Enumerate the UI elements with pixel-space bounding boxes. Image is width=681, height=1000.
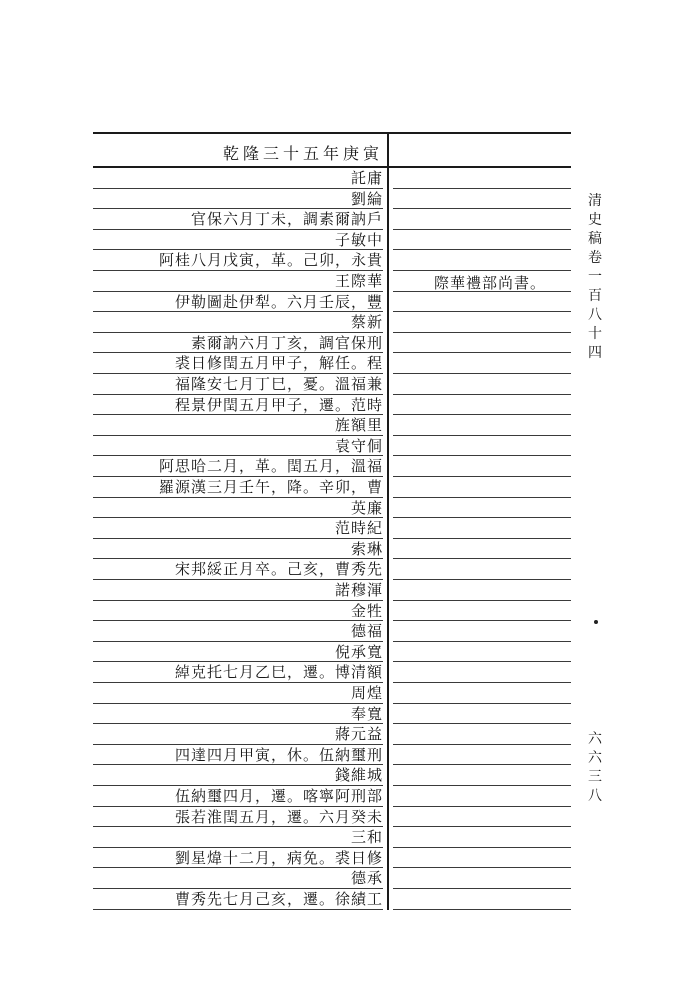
table-row: 綽克托七月乙巳，遷。博清額 [174,663,383,682]
table-row: 金牲 [350,601,383,620]
table-row: 奉寬 [350,704,383,723]
right-row-rule [393,847,571,848]
table-row: 張若淮閏五月，遷。六月癸未 [174,807,383,826]
table-row: 英廉 [350,498,383,517]
right-row-rule [393,435,571,436]
table-row: 曹秀先七月己亥，遷。徐績工 [174,890,383,908]
table-row: 伊勒圖赴伊犁。六月壬辰，豐 [174,292,383,311]
table-row: 三和 [350,828,383,847]
right-row-rule [393,497,571,498]
right-row-rule [393,703,571,704]
table-row: 阿思哈二月，革。閏五月，溫福 [158,457,383,476]
column-divider [387,132,389,910]
right-row-rule [393,661,571,662]
table-row: 伍納璽四月，遷。喀寧阿刑部 [174,787,383,805]
table-row: 袁守侗 [334,436,383,455]
right-row-rule [393,332,571,333]
table-top-rule [93,132,571,134]
table-row: 王際華 [334,272,383,290]
right-row-rule [393,785,571,786]
right-row-rule [393,414,571,415]
right-row-rule [393,620,571,621]
right-row-rule [393,888,571,889]
table-row: 裘日修閏五月甲子，解任。程 [174,354,383,373]
right-row-rule [393,909,571,910]
table-row: 蔣元益 [334,725,383,744]
table-row: 子敏中 [334,230,383,249]
right-row-rule [393,208,571,209]
right-row-rule [393,188,571,189]
page-number: 六六三八 [588,731,602,804]
table-row: 程景伊閏五月甲子，遷。范時 [174,395,383,414]
right-column-entry: 際華禮部尚書。 [433,274,546,292]
right-row-rule [393,270,571,271]
table-row: 阿桂八月戊寅，革。己卯，永貴 [158,251,383,270]
right-row-rule [393,579,571,580]
right-row-rule [393,352,571,353]
table-row: 索琳 [350,539,383,558]
table-row: 諾穆渾 [334,581,383,599]
table-row: 德福 [350,622,383,641]
right-row-rule [393,682,571,683]
right-row-rule [393,744,571,745]
table-row: 福隆安七月丁巳，憂。溫福兼 [174,375,383,393]
right-row-rule [393,600,571,601]
table-row: 德承 [350,869,383,888]
table-row: 素爾訥六月丁亥，調官保刑 [190,333,383,352]
right-row-rule [393,641,571,642]
margin-title: 清史稿卷一百八十四 [588,193,602,361]
table-row: 倪承寬 [334,642,383,661]
margin-dot [594,620,598,624]
right-row-rule [393,455,571,456]
right-row-rule [393,558,571,559]
table-row: 託庸 [350,169,383,187]
table-row: 蔡新 [350,313,383,332]
right-row-rule [393,373,571,374]
right-row-rule [393,806,571,807]
right-row-rule [393,867,571,868]
table-row: 周煌 [350,684,383,702]
right-row-rule [393,517,571,518]
row-rule [93,909,383,910]
right-row-rule [393,826,571,827]
right-row-rule [393,723,571,724]
table-row: 劉星煒十二月，病免。裘日修 [174,848,383,867]
table-row: 宋邦綏正月卒。己亥，曹秀先 [174,560,383,579]
table-row: 錢維城 [334,766,383,785]
right-row-rule [393,538,571,539]
table-row: 官保六月丁未，調素爾訥戶 [190,210,383,229]
table-row: 羅源漢三月壬午，降。辛卯，曹 [158,478,383,496]
right-row-rule [393,249,571,250]
table-row: 范時紀 [334,519,383,538]
right-row-rule [393,229,571,230]
right-row-rule [393,311,571,312]
right-row-rule [393,394,571,395]
right-row-rule [393,476,571,477]
right-row-rule [393,764,571,765]
table-row: 旌額里 [334,416,383,435]
table-row: 四達四月甲寅，休。伍納璽刑 [174,745,383,764]
table-row: 劉綸 [350,189,383,208]
header-title: 乾隆三十五年庚寅 [222,144,383,163]
